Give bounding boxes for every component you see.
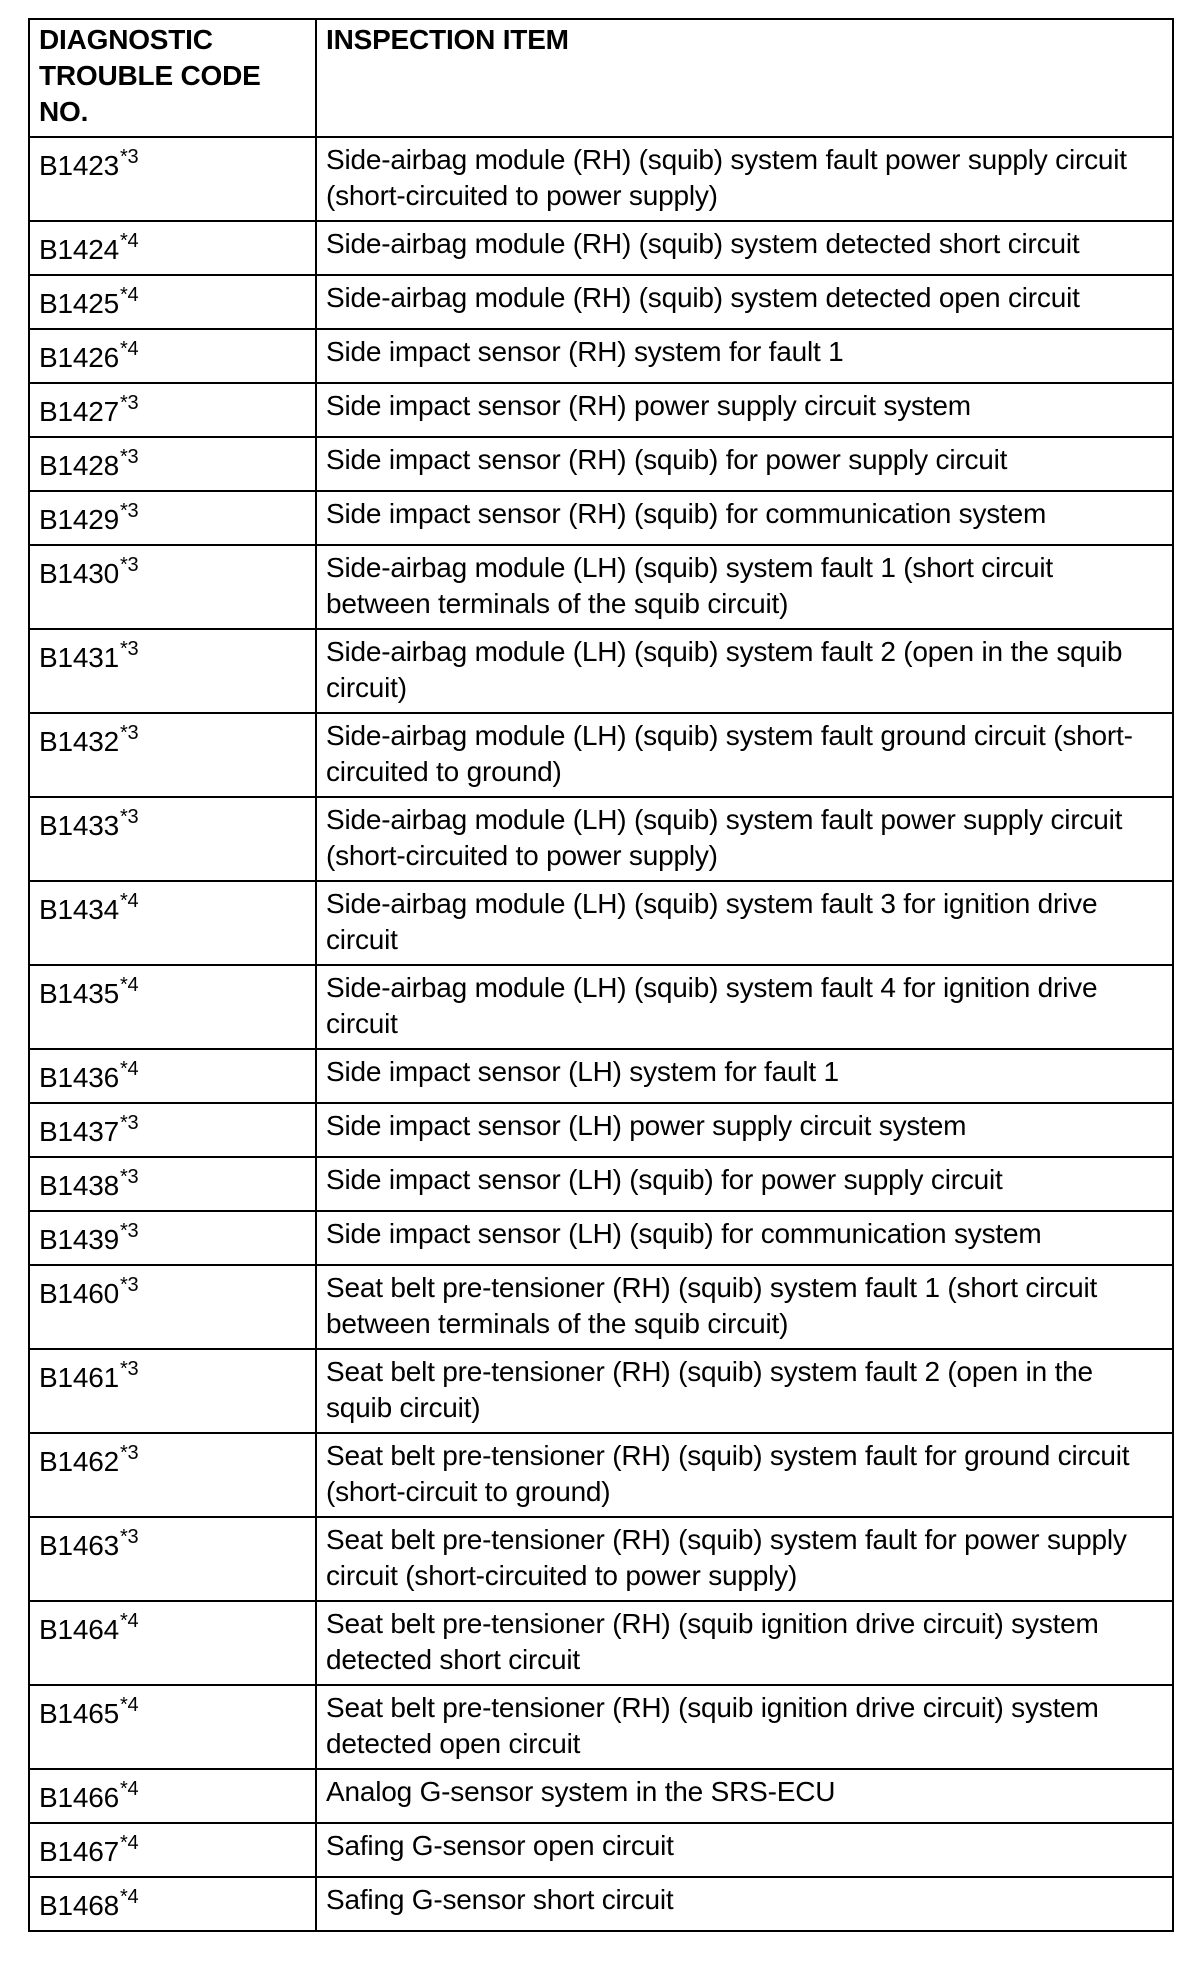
inspection-item-cell: Side-airbag module (LH) (squib) system fault 4 for ignition drive circuit [316,965,1173,1049]
dtc-code-cell [29,1157,316,1211]
dtc-footnote-marker: *3 [119,1525,139,1548]
header-dtc-code: DIAGNOSTIC TROUBLE CODE NO. [29,19,316,137]
dtc-footnote-marker: *4 [119,1609,139,1632]
table-row [29,1877,1173,1931]
inspection-item-cell: Seat belt pre-tensioner (RH) (squib ignition drive circuit) system detected open circuit [316,1685,1173,1769]
dtc-code: B1428 [39,450,119,481]
table-row [29,965,1173,1049]
dtc-code-cell [29,221,316,275]
dtc-footnote-marker: *4 [119,973,139,996]
dtc-code: B1468 [39,1890,119,1921]
dtc-code-cell [29,797,316,881]
table-row [29,1601,1173,1685]
dtc-code-cell [29,383,316,437]
dtc-code: B1435 [39,978,119,1009]
dtc-code: B1465 [39,1698,119,1729]
inspection-item-cell: Side-airbag module (RH) (squib) system fault power supply circuit (short-circuited to power supply) [316,137,1173,221]
dtc-footnote-marker: *4 [119,337,139,360]
dtc-footnote-marker: *3 [119,1165,139,1188]
dtc-footnote-marker: *4 [119,1777,139,1800]
inspection-item-cell: Side-airbag module (LH) (squib) system fault 2 (open in the squib circuit) [316,629,1173,713]
dtc-code-cell [29,1769,316,1823]
dtc-code: B1432 [39,726,119,757]
dtc-code-cell [29,1517,316,1601]
dtc-footnote-marker: *3 [119,1441,139,1464]
dtc-code: B1466 [39,1782,119,1813]
inspection-item-cell: Side-airbag module (LH) (squib) system fault ground circuit (short-circuited to ground) [316,713,1173,797]
inspection-item-cell: Side impact sensor (RH) (squib) for communication system [316,491,1173,545]
dtc-code-cell [29,329,316,383]
table-row [29,713,1173,797]
table-row [29,881,1173,965]
inspection-item-cell: Side-airbag module (LH) (squib) system fault 3 for ignition drive circuit [316,881,1173,965]
inspection-item-cell: Analog G-sensor system in the SRS-ECU [316,1769,1173,1823]
inspection-item-cell: Side-airbag module (LH) (squib) system fault 1 (short circuit between terminals of the squib circuit) [316,545,1173,629]
dtc-footnote-marker: *4 [119,1831,139,1854]
dtc-code-cell [29,1049,316,1103]
dtc-code-cell [29,545,316,629]
dtc-code-cell [29,1601,316,1685]
table-row [29,383,1173,437]
dtc-footnote-marker: *4 [119,1057,139,1080]
table-row [29,491,1173,545]
dtc-code-cell [29,1433,316,1517]
dtc-code: B1464 [39,1614,119,1645]
inspection-item-cell: Side impact sensor (RH) (squib) for power supply circuit [316,437,1173,491]
table-row [29,437,1173,491]
dtc-code: B1425 [39,288,119,319]
dtc-footnote-marker: *3 [119,1111,139,1134]
dtc-code: B1430 [39,558,119,589]
dtc-code: B1433 [39,810,119,841]
dtc-code: B1426 [39,342,119,373]
dtc-footnote-marker: *4 [119,229,139,252]
table-row [29,1685,1173,1769]
dtc-footnote-marker: *4 [119,889,139,912]
dtc-table [28,18,1174,1932]
table-row [29,221,1173,275]
dtc-code: B1439 [39,1224,119,1255]
table-row [29,275,1173,329]
table-row [29,1823,1173,1877]
table-row [29,1265,1173,1349]
table-row [29,1769,1173,1823]
table-row [29,797,1173,881]
inspection-item-cell: Side impact sensor (LH) power supply circuit system [316,1103,1173,1157]
inspection-item-cell: Side impact sensor (RH) system for fault 1 [316,329,1173,383]
dtc-code-cell [29,137,316,221]
dtc-code-cell [29,437,316,491]
dtc-code-cell [29,1349,316,1433]
dtc-footnote-marker: *3 [119,391,139,414]
table-body [29,137,1173,1931]
dtc-footnote-marker: *3 [119,1273,139,1296]
table-row [29,1049,1173,1103]
table-row [29,1433,1173,1517]
table-row [29,1211,1173,1265]
table-row [29,1157,1173,1211]
dtc-code: B1424 [39,234,119,265]
dtc-code: B1429 [39,504,119,535]
dtc-footnote-marker: *3 [119,499,139,522]
inspection-item-cell: Safing G-sensor short circuit [316,1877,1173,1931]
table-row [29,1349,1173,1433]
dtc-code: B1462 [39,1446,119,1477]
dtc-footnote-marker: *4 [119,283,139,306]
dtc-footnote-marker: *4 [119,1885,139,1908]
table-header-row [29,19,1173,137]
inspection-item-cell: Seat belt pre-tensioner (RH) (squib) system fault 2 (open in the squib circuit) [316,1349,1173,1433]
dtc-footnote-marker: *3 [119,145,139,168]
inspection-item-cell: Side-airbag module (RH) (squib) system detected short circuit [316,221,1173,275]
inspection-item-cell: Safing G-sensor open circuit [316,1823,1173,1877]
dtc-code: B1423 [39,150,119,181]
dtc-footnote-marker: *4 [119,1693,139,1716]
dtc-code-cell [29,491,316,545]
inspection-item-cell: Side impact sensor (LH) (squib) for power supply circuit [316,1157,1173,1211]
dtc-footnote-marker: *3 [119,805,139,828]
dtc-code: B1463 [39,1530,119,1561]
dtc-code-cell [29,1877,316,1931]
dtc-code: B1427 [39,396,119,427]
inspection-item-cell: Side-airbag module (LH) (squib) system fault power supply circuit (short-circuited to power supply) [316,797,1173,881]
inspection-item-cell: Seat belt pre-tensioner (RH) (squib) system fault 1 (short circuit between terminals of the squib circuit) [316,1265,1173,1349]
dtc-code-cell [29,1103,316,1157]
dtc-code-cell [29,1823,316,1877]
dtc-code: B1467 [39,1836,119,1867]
dtc-code: B1461 [39,1362,119,1393]
header-inspection-item: INSPECTION ITEM [316,19,1173,137]
dtc-footnote-marker: *3 [119,1357,139,1380]
dtc-footnote-marker: *3 [119,1219,139,1242]
table-row [29,329,1173,383]
table-row [29,545,1173,629]
table-row [29,137,1173,221]
dtc-code: B1460 [39,1278,119,1309]
inspection-item-cell: Seat belt pre-tensioner (RH) (squib ignition drive circuit) system detected short circuit [316,1601,1173,1685]
dtc-code-cell [29,275,316,329]
inspection-item-cell: Seat belt pre-tensioner (RH) (squib) system fault for power supply circuit (short-circuited to power supply) [316,1517,1173,1601]
dtc-code-cell [29,629,316,713]
dtc-footnote-marker: *3 [119,637,139,660]
dtc-code: B1438 [39,1170,119,1201]
dtc-code: B1436 [39,1062,119,1093]
dtc-footnote-marker: *3 [119,721,139,744]
dtc-code: B1434 [39,894,119,925]
dtc-code: B1431 [39,642,119,673]
inspection-item-cell: Seat belt pre-tensioner (RH) (squib) system fault for ground circuit (short-circuit to ground) [316,1433,1173,1517]
table-row [29,629,1173,713]
inspection-item-cell: Side impact sensor (LH) (squib) for communication system [316,1211,1173,1265]
inspection-item-cell: Side-airbag module (RH) (squib) system detected open circuit [316,275,1173,329]
dtc-code-cell [29,713,316,797]
dtc-code: B1437 [39,1116,119,1147]
table-row [29,1103,1173,1157]
dtc-footnote-marker: *3 [119,445,139,468]
dtc-code-cell [29,1265,316,1349]
dtc-code-cell [29,881,316,965]
dtc-code-cell [29,1685,316,1769]
dtc-code-cell [29,965,316,1049]
table-row [29,1517,1173,1601]
inspection-item-cell: Side impact sensor (RH) power supply circuit system [316,383,1173,437]
dtc-code-cell [29,1211,316,1265]
dtc-footnote-marker: *3 [119,553,139,576]
inspection-item-cell: Side impact sensor (LH) system for fault 1 [316,1049,1173,1103]
